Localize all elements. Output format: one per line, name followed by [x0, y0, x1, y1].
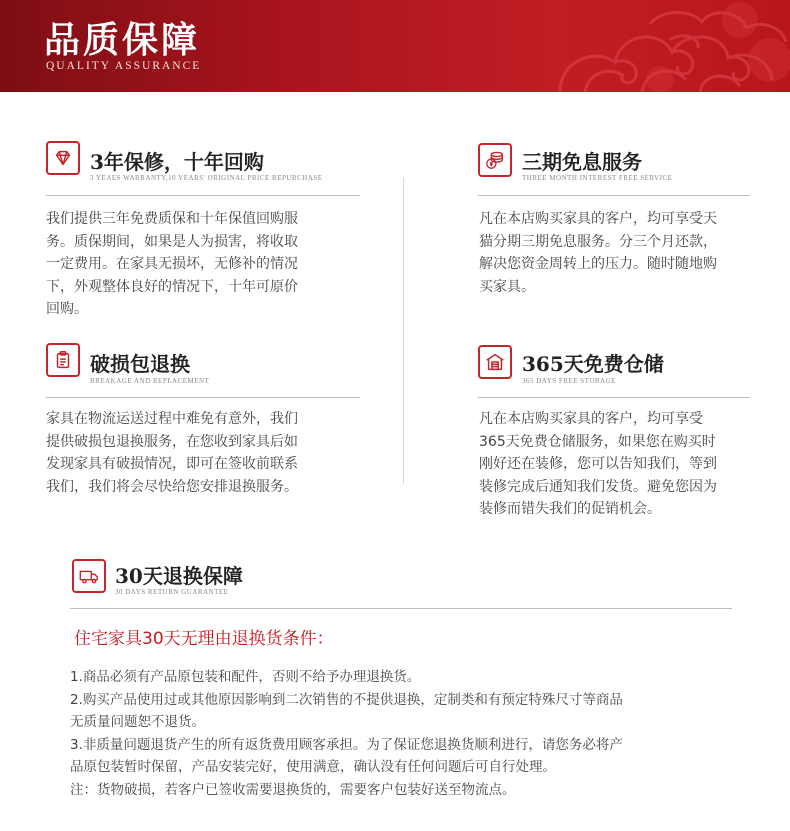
section-divider [70, 608, 732, 609]
body-line: 家具在物流运送过程中难免有意外，我们 [46, 411, 298, 427]
section-subtitle: 30 DAYS RETURN GUARANTEE [115, 588, 229, 596]
list-item: 无质量问题恕不退货。 [70, 714, 205, 730]
section-body [479, 208, 717, 298]
section-body [46, 208, 298, 321]
section-subtitle: THREE MONTH INTEREST FREE SERVICE [522, 174, 673, 182]
section-subtitle: 365 DAYS FREE STORAGE [522, 377, 616, 385]
column-divider [403, 178, 404, 484]
header-banner [0, 0, 790, 92]
section-body [46, 408, 298, 498]
page-title: 品质保障 [44, 19, 201, 61]
list-item: 品原包装暂时保留，产品安装完好，使用满意，确认没有任何问题后可自行处理。 [70, 759, 556, 775]
body-line: 我们，我们将会尽快给您安排退换服务。 [46, 478, 298, 495]
section-divider [46, 195, 360, 196]
body-line: 猫分期三期免息服务。分三个月还款， [479, 233, 717, 250]
body-line: 装修完成后通知我们发货。避免您因为 [479, 478, 717, 495]
body-line: 365天免费仓储服务，如果您在购买时 [479, 433, 716, 450]
body-line: 回购。 [46, 301, 88, 317]
body-line: 解决您资金周转上的压力。随时随地购 [479, 256, 717, 272]
body-line: 刚好还在装修，您可以告知我们，等到 [479, 456, 717, 472]
cloud-decoration-icon [410, 0, 790, 92]
section-title: 30天退换保障 [115, 564, 243, 588]
section-subtitle: 3 YEAES WARRANTY,10 YEARS' ORIGINAL PRICE REPURCHASE [90, 174, 323, 182]
section-divider [478, 195, 750, 196]
returns-heading: 住宅家具30天无理由退换货条件： [74, 629, 334, 649]
list-item: 1.商品必须有产品原包装和配件，否则不给予办理退换货。 [70, 669, 421, 685]
body-line: 下，外观整体良好的情况下，十年可原价 [46, 278, 298, 295]
section-divider [46, 397, 360, 398]
body-line: 提供破损包退换服务，在您收到家具后如 [46, 433, 298, 450]
list-item: 注：货物破损，若客户已签收需要退换货的，需要客户包装好送至物流点。 [70, 781, 516, 798]
page-subtitle: QUALITY ASSURANCE [46, 60, 202, 72]
body-line: 凡在本店购买家具的客户，均可享受天 [479, 211, 717, 227]
diamond-icon [46, 141, 80, 175]
list-item: 3.非质量问题退货产生的所有返货费用顾客承担。为了保证您退换货顺利进行，请您务必将产 [70, 736, 623, 753]
body-line: 发现家具有破损情况，即可在签收前联系 [46, 456, 298, 472]
body-line: 买家具。 [479, 278, 535, 295]
section-title: 3年保修，十年回购 [90, 150, 264, 174]
section-title: 三期免息服务 [522, 150, 642, 174]
body-line: 凡在本店购买家具的客户，均可享受 [479, 411, 703, 427]
section-body [479, 408, 717, 521]
body-line: 务。质保期间，如果是人为损害，将收取 [46, 233, 298, 250]
body-line: 装修而错失我们的促销机会。 [479, 501, 661, 517]
clipboard-icon [46, 343, 80, 377]
list-item: 2.购买产品使用过或其他原因影响到二次销售的不提供退换，定制类和有预定特殊尺寸等商品 [70, 691, 623, 708]
section-divider [478, 397, 750, 398]
body-line: 我们提供三年免费质保和十年保值回购服 [46, 211, 298, 227]
section-title: 365天免费仓储 [522, 352, 664, 376]
truck-icon [72, 559, 106, 593]
warehouse-icon [478, 345, 512, 379]
returns-conditions-list [70, 666, 750, 801]
section-title: 破损包退换 [90, 352, 190, 376]
coins-icon [478, 143, 512, 177]
body-line: 一定费用。在家具无损坏，无修补的情况 [46, 256, 298, 272]
section-subtitle: BREAKAGE AND REPLACEMENT [90, 377, 210, 385]
